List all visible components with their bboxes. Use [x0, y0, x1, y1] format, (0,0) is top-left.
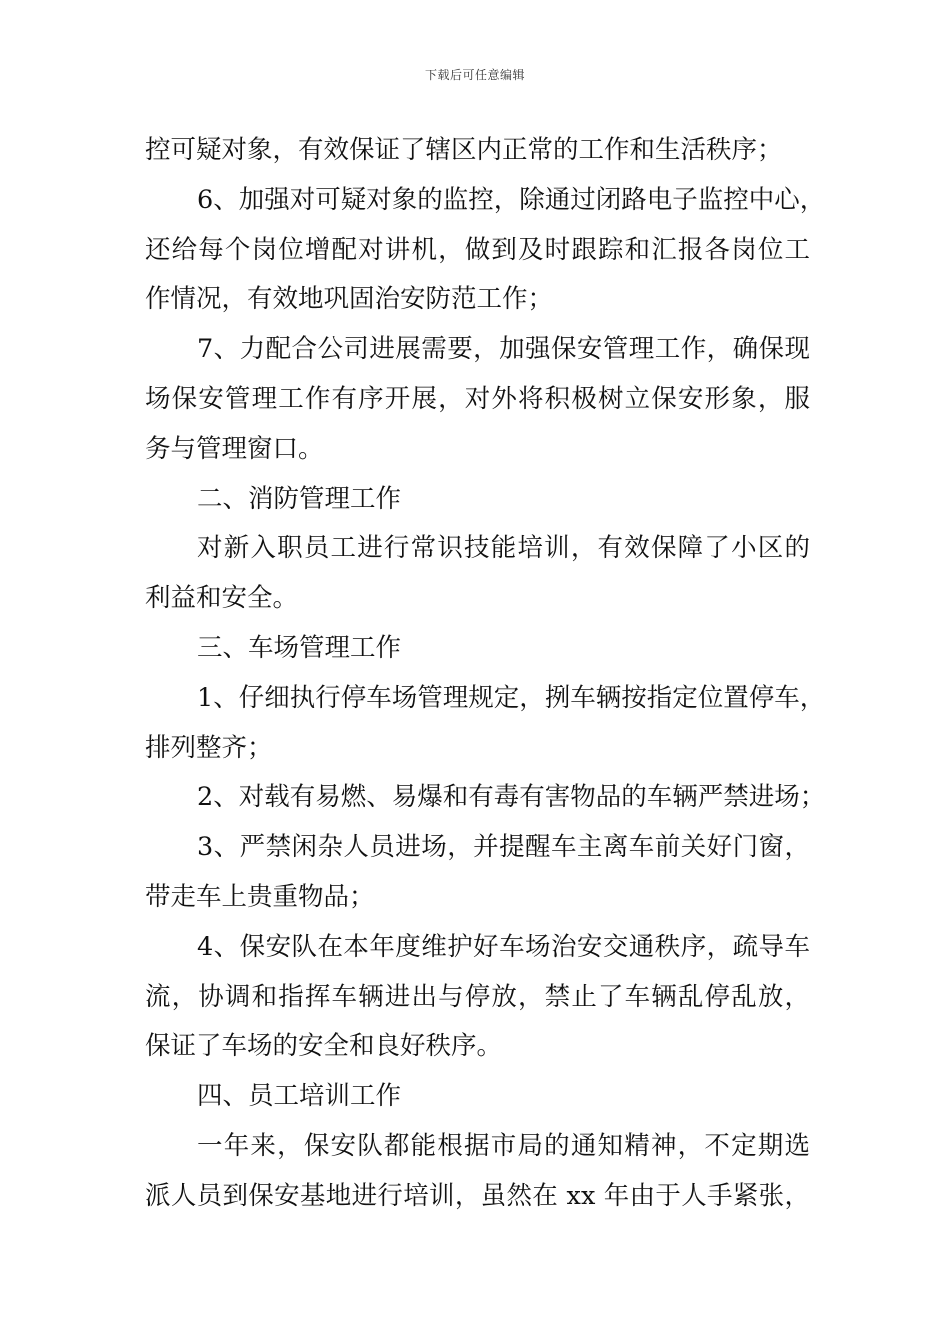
text-line: 一年来，保安队都能根据市局的通知精神，不定期选 — [197, 1130, 810, 1161]
text-line: 二、消防管理工作 — [197, 483, 402, 514]
text-line: 利益和安全。 — [145, 583, 299, 614]
text-line: 控可疑对象，有效保证了辖区内正常的工作和生活秩序； — [145, 135, 783, 165]
text-line: 作情况，有效地巩固治安防范工作； — [145, 284, 554, 315]
text-line: 排列整齐； — [145, 732, 273, 763]
text-line: 务与管理窗口。 — [145, 433, 324, 464]
text-line: 派人员到保安基地进行培训，虽然在 xx 年由于人手紧张， — [145, 1180, 810, 1211]
text-line: 场保安管理工作有序开展，对外将积极树立保安形象，服 — [145, 383, 810, 414]
text-line: 2、对载有易燃、易爆和有毒有害物品的车辆严禁进场； — [197, 782, 826, 813]
text-line: 6、加强对可疑对象的监控，除通过闭路电子监控中心， — [197, 184, 826, 215]
text-line: 流，协调和指挥车辆进出与停放，禁止了车辆乱停乱放， — [145, 981, 810, 1012]
text-line: 4、保安队在本年度维护好车场治安交通秩序，疏导车 — [197, 931, 810, 962]
text-line: 1、仔细执行停车场管理规定，挒车辆按指定位置停车， — [197, 682, 826, 713]
text-line: 四、员工培训工作 — [197, 1081, 402, 1112]
document-body — [145, 126, 826, 1222]
text-line: 3、严禁闲杂人员进场，并提醒车主离车前关好门窗， — [197, 832, 810, 863]
text-line: 对新入职员工进行常识技能培训，有效保障了小区的 — [197, 533, 810, 564]
page-header: 下载后可任意编辑 — [424, 68, 525, 82]
text-line: 三、车场管理工作 — [197, 632, 402, 663]
text-line: 保证了车场的安全和良好秩序。 — [145, 1031, 503, 1062]
text-line: 还给每个岗位增配对讲机，做到及时跟踪和汇报各岗位工 — [145, 234, 810, 265]
text-line: 7、力配合公司进展需要，加强保安管理工作，确保现 — [197, 334, 810, 365]
text-line: 带走车上贵重物品； — [145, 881, 375, 912]
